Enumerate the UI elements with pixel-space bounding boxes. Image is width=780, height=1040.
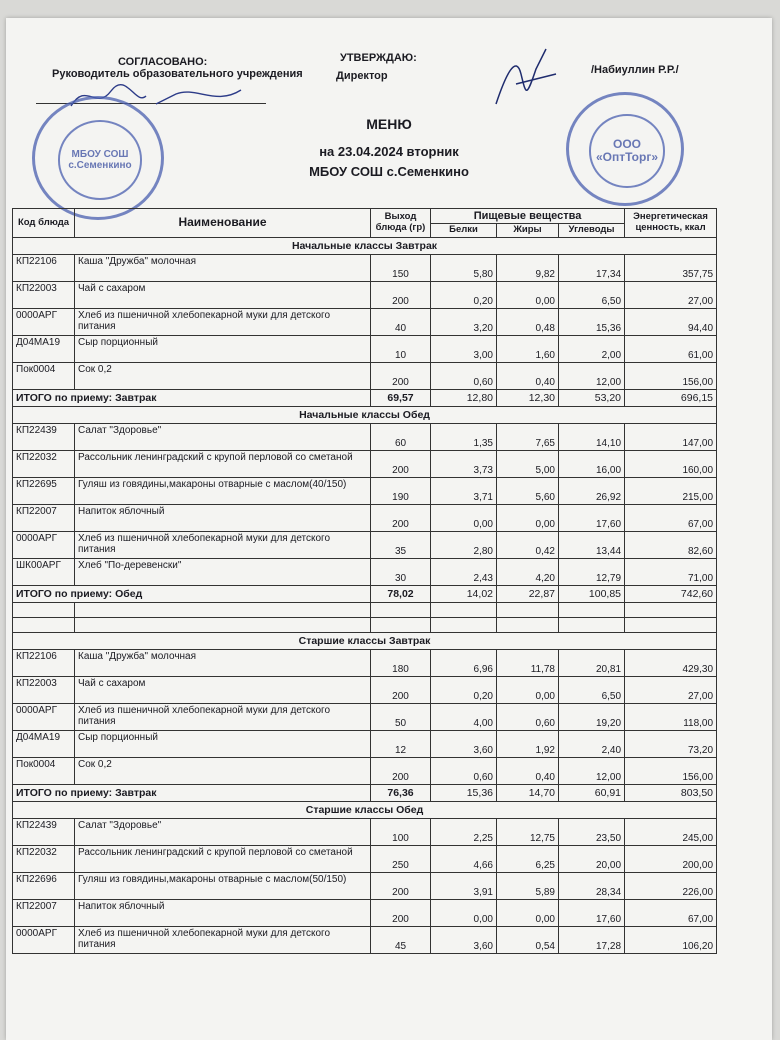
- menu-school: МБОУ СОШ с.Семенкино: [309, 164, 469, 179]
- cell-code: КП22032: [13, 450, 75, 477]
- total-protein: 14,02: [431, 585, 497, 602]
- cell-yield: 200: [371, 676, 431, 703]
- cell-code: КП22032: [13, 845, 75, 872]
- cell-protein: 3,00: [431, 335, 497, 362]
- cell-yield: 190: [371, 477, 431, 504]
- cell-yield: 10: [371, 335, 431, 362]
- agreed-label: СОГЛАСОВАНО:: [118, 56, 208, 68]
- cell-name: Сок 0,2: [75, 362, 371, 389]
- cell-energy: 147,00: [625, 423, 717, 450]
- approved-role: Директор: [336, 70, 388, 82]
- cell-protein: 3,73: [431, 450, 497, 477]
- table-row: [13, 362, 717, 389]
- cell-yield: 150: [371, 254, 431, 281]
- total-label: ИТОГО по приему: Обед: [13, 585, 371, 602]
- total-yield: 76,36: [371, 784, 431, 801]
- cell-name: Сыр порционный: [75, 335, 371, 362]
- total-yield: 69,57: [371, 389, 431, 406]
- col-yield: Выход блюда (гр): [371, 209, 431, 238]
- cell-protein: 0,60: [431, 362, 497, 389]
- cell-protein: 0,20: [431, 281, 497, 308]
- cell-fat: 9,82: [497, 254, 559, 281]
- cell-carbs: 20,00: [559, 845, 625, 872]
- table-row: [13, 703, 717, 730]
- cell-energy: 67,00: [625, 504, 717, 531]
- cell-fat: 0,00: [497, 504, 559, 531]
- total-protein: 15,36: [431, 784, 497, 801]
- cell-fat: 5,00: [497, 450, 559, 477]
- company-stamp-line2: «ОптТорг»: [595, 149, 659, 164]
- cell-name: Хлеб "По-деревенски": [75, 558, 371, 585]
- col-protein: Белки: [431, 224, 497, 237]
- table-row: [13, 504, 717, 531]
- total-yield: 78,02: [371, 585, 431, 602]
- cell-code: Пок0004: [13, 757, 75, 784]
- total-carbs: 100,85: [559, 585, 625, 602]
- cell-name: Напиток яблочный: [75, 899, 371, 926]
- section-title: Начальные классы Обед: [13, 406, 717, 423]
- cell-yield: 200: [371, 757, 431, 784]
- cell-yield: 30: [371, 558, 431, 585]
- cell-code: КП22695: [13, 477, 75, 504]
- cell-carbs: 13,44: [559, 531, 625, 558]
- cell-protein: 0,60: [431, 757, 497, 784]
- total-row: [13, 389, 717, 406]
- cell-carbs: 28,34: [559, 872, 625, 899]
- cell-name: Рассольник ленинградский с крупой перловой со сметаной: [75, 845, 371, 872]
- table-row: [13, 477, 717, 504]
- cell-code: КП22003: [13, 676, 75, 703]
- table-row: [13, 899, 717, 926]
- cell-name: Сок 0,2: [75, 757, 371, 784]
- menu-title: МЕНЮ: [366, 116, 412, 132]
- cell-yield: 60: [371, 423, 431, 450]
- total-protein: 12,80: [431, 389, 497, 406]
- col-code: Код блюда: [13, 209, 75, 238]
- section-title: Старшие классы Завтрак: [13, 632, 717, 649]
- cell-carbs: 15,36: [559, 308, 625, 335]
- cell-name: Гуляш из говядины,макароны отварные с маслом(40/150): [75, 477, 371, 504]
- cell-yield: 200: [371, 362, 431, 389]
- cell-protein: 3,20: [431, 308, 497, 335]
- cell-code: Д04МА19: [13, 730, 75, 757]
- table-row: [13, 335, 717, 362]
- cell-name: Сыр порционный: [75, 730, 371, 757]
- cell-fat: 5,89: [497, 872, 559, 899]
- table-row: [13, 649, 717, 676]
- cell-name: Гуляш из говядины,макароны отварные с маслом(50/150): [75, 872, 371, 899]
- cell-fat: 0,00: [497, 281, 559, 308]
- cell-carbs: 23,50: [559, 818, 625, 845]
- cell-energy: 27,00: [625, 676, 717, 703]
- cell-fat: 1,60: [497, 335, 559, 362]
- cell-yield: 250: [371, 845, 431, 872]
- cell-protein: 3,91: [431, 872, 497, 899]
- table-row: [13, 757, 717, 784]
- cell-protein: 0,00: [431, 504, 497, 531]
- cell-name: Хлеб из пшеничной хлебопекарной муки для детского питания: [75, 531, 371, 558]
- cell-fat: 0,40: [497, 757, 559, 784]
- cell-carbs: 14,10: [559, 423, 625, 450]
- cell-yield: 200: [371, 872, 431, 899]
- cell-yield: 35: [371, 531, 431, 558]
- cell-fat: 6,25: [497, 845, 559, 872]
- cell-yield: 45: [371, 926, 431, 953]
- section-header: [13, 801, 717, 818]
- cell-protein: 3,60: [431, 926, 497, 953]
- cell-carbs: 17,28: [559, 926, 625, 953]
- cell-energy: 429,30: [625, 649, 717, 676]
- cell-protein: 0,20: [431, 676, 497, 703]
- cell-name: Салат "Здоровье": [75, 423, 371, 450]
- total-label: ИТОГО по приему: Завтрак: [13, 389, 371, 406]
- cell-name: Хлеб из пшеничной хлебопекарной муки для детского питания: [75, 926, 371, 953]
- cell-code: 0000АРГ: [13, 926, 75, 953]
- table-row: [13, 926, 717, 953]
- cell-code: КП22003: [13, 281, 75, 308]
- cell-name: Чай с сахаром: [75, 676, 371, 703]
- section-title: Начальные классы Завтрак: [13, 237, 717, 254]
- cell-fat: 4,20: [497, 558, 559, 585]
- table-row: [13, 308, 717, 335]
- total-carbs: 60,91: [559, 784, 625, 801]
- cell-energy: 226,00: [625, 872, 717, 899]
- cell-fat: 0,40: [497, 362, 559, 389]
- cell-fat: 0,48: [497, 308, 559, 335]
- total-row: [13, 585, 717, 602]
- school-stamp: МБОУ СОШ с.Семенкино: [32, 96, 164, 220]
- company-stamp-line1: ООО: [612, 136, 641, 151]
- cell-energy: 106,20: [625, 926, 717, 953]
- table-header: [13, 209, 717, 238]
- cell-fat: 0,54: [497, 926, 559, 953]
- cell-code: КП22106: [13, 649, 75, 676]
- table-row: [13, 423, 717, 450]
- cell-yield: 180: [371, 649, 431, 676]
- table-row: [13, 676, 717, 703]
- table-row: [13, 818, 717, 845]
- section-title: Старшие классы Обед: [13, 801, 717, 818]
- cell-name: Хлеб из пшеничной хлебопекарной муки для детского питания: [75, 703, 371, 730]
- col-nutrients: Пищевые вещества: [431, 209, 625, 224]
- cell-code: КП22439: [13, 818, 75, 845]
- cell-code: 0000АРГ: [13, 531, 75, 558]
- table-row: [13, 845, 717, 872]
- cell-yield: 200: [371, 450, 431, 477]
- table-row: [13, 872, 717, 899]
- cell-energy: 118,00: [625, 703, 717, 730]
- cell-carbs: 2,00: [559, 335, 625, 362]
- cell-yield: 40: [371, 308, 431, 335]
- cell-energy: 160,00: [625, 450, 717, 477]
- cell-energy: 71,00: [625, 558, 717, 585]
- cell-carbs: 20,81: [559, 649, 625, 676]
- cell-energy: 67,00: [625, 899, 717, 926]
- total-energy: 742,60: [625, 585, 717, 602]
- cell-code: 0000АРГ: [13, 308, 75, 335]
- total-fat: 12,30: [497, 389, 559, 406]
- col-energy: Энергетическая ценность, ккал: [625, 209, 717, 238]
- total-row: [13, 784, 717, 801]
- cell-energy: 245,00: [625, 818, 717, 845]
- cell-code: Пок0004: [13, 362, 75, 389]
- cell-energy: 94,40: [625, 308, 717, 335]
- table-row: [13, 450, 717, 477]
- cell-energy: 156,00: [625, 362, 717, 389]
- cell-protein: 3,60: [431, 730, 497, 757]
- menu-date: на 23.04.2024 вторник: [319, 144, 459, 159]
- cell-carbs: 17,60: [559, 504, 625, 531]
- cell-energy: 156,00: [625, 757, 717, 784]
- cell-yield: 100: [371, 818, 431, 845]
- total-energy: 803,50: [625, 784, 717, 801]
- cell-code: КП22007: [13, 504, 75, 531]
- cell-fat: 5,60: [497, 477, 559, 504]
- total-label: ИТОГО по приему: Завтрак: [13, 784, 371, 801]
- cell-protein: 2,43: [431, 558, 497, 585]
- col-carbs: Углеводы: [559, 224, 625, 237]
- cell-protein: 3,71: [431, 477, 497, 504]
- cell-energy: 215,00: [625, 477, 717, 504]
- cell-protein: 5,80: [431, 254, 497, 281]
- cell-carbs: 2,40: [559, 730, 625, 757]
- cell-name: Салат "Здоровье": [75, 818, 371, 845]
- table-row: [13, 281, 717, 308]
- cell-yield: 200: [371, 504, 431, 531]
- cell-code: КП22696: [13, 872, 75, 899]
- cell-protein: 6,96: [431, 649, 497, 676]
- cell-carbs: 19,20: [559, 703, 625, 730]
- table-row: [13, 730, 717, 757]
- cell-code: 0000АРГ: [13, 703, 75, 730]
- approved-name: /Набиуллин Р.Р./: [591, 64, 679, 76]
- cell-yield: 50: [371, 703, 431, 730]
- cell-name: Чай с сахаром: [75, 281, 371, 308]
- cell-carbs: 12,00: [559, 757, 625, 784]
- total-fat: 14,70: [497, 784, 559, 801]
- cell-name: Напиток яблочный: [75, 504, 371, 531]
- cell-energy: 82,60: [625, 531, 717, 558]
- cell-carbs: 26,92: [559, 477, 625, 504]
- cell-fat: 1,92: [497, 730, 559, 757]
- total-energy: 696,15: [625, 389, 717, 406]
- table-row: [13, 531, 717, 558]
- table-body: [13, 237, 717, 953]
- cell-energy: 61,00: [625, 335, 717, 362]
- cell-protein: 4,66: [431, 845, 497, 872]
- cell-code: КП22439: [13, 423, 75, 450]
- cell-carbs: 17,60: [559, 899, 625, 926]
- cell-yield: 200: [371, 281, 431, 308]
- cell-name: Каша "Дружба" молочная: [75, 254, 371, 281]
- cell-code: Д04МА19: [13, 335, 75, 362]
- cell-yield: 200: [371, 899, 431, 926]
- cell-carbs: 17,34: [559, 254, 625, 281]
- cell-code: ШК00АРГ: [13, 558, 75, 585]
- cell-carbs: 6,50: [559, 281, 625, 308]
- cell-fat: 12,75: [497, 818, 559, 845]
- cell-fat: 11,78: [497, 649, 559, 676]
- menu-table: [12, 208, 717, 954]
- cell-yield: 12: [371, 730, 431, 757]
- cell-name: Рассольник ленинградский с крупой перловой со сметаной: [75, 450, 371, 477]
- cell-protein: 4,00: [431, 703, 497, 730]
- cell-protein: 2,25: [431, 818, 497, 845]
- section-header: [13, 632, 717, 649]
- cell-fat: 7,65: [497, 423, 559, 450]
- cell-fat: 0,42: [497, 531, 559, 558]
- cell-code: КП22007: [13, 899, 75, 926]
- section-header: [13, 237, 717, 254]
- cell-protein: 2,80: [431, 531, 497, 558]
- cell-name: Хлеб из пшеничной хлебопекарной муки для детского питания: [75, 308, 371, 335]
- cell-carbs: 12,79: [559, 558, 625, 585]
- section-header: [13, 406, 717, 423]
- table-row: [13, 254, 717, 281]
- table-row: [13, 558, 717, 585]
- blank-row: [13, 602, 717, 617]
- menu-sheet: [6, 18, 772, 1040]
- director-signature: [486, 44, 566, 114]
- cell-protein: 0,00: [431, 899, 497, 926]
- cell-protein: 1,35: [431, 423, 497, 450]
- total-fat: 22,87: [497, 585, 559, 602]
- cell-code: КП22106: [13, 254, 75, 281]
- blank-row: [13, 617, 717, 632]
- cell-energy: 200,00: [625, 845, 717, 872]
- cell-energy: 27,00: [625, 281, 717, 308]
- col-fat: Жиры: [497, 224, 559, 237]
- cell-carbs: 6,50: [559, 676, 625, 703]
- cell-carbs: 16,00: [559, 450, 625, 477]
- cell-fat: 0,60: [497, 703, 559, 730]
- agreed-role: Руководитель образовательного учреждения: [52, 68, 303, 80]
- total-carbs: 53,20: [559, 389, 625, 406]
- cell-energy: 357,75: [625, 254, 717, 281]
- col-name: Наименование: [75, 209, 371, 238]
- cell-energy: 73,20: [625, 730, 717, 757]
- cell-fat: 0,00: [497, 899, 559, 926]
- cell-carbs: 12,00: [559, 362, 625, 389]
- approved-label: УТВЕРЖДАЮ:: [340, 52, 417, 64]
- cell-fat: 0,00: [497, 676, 559, 703]
- cell-name: Каша "Дружба" молочная: [75, 649, 371, 676]
